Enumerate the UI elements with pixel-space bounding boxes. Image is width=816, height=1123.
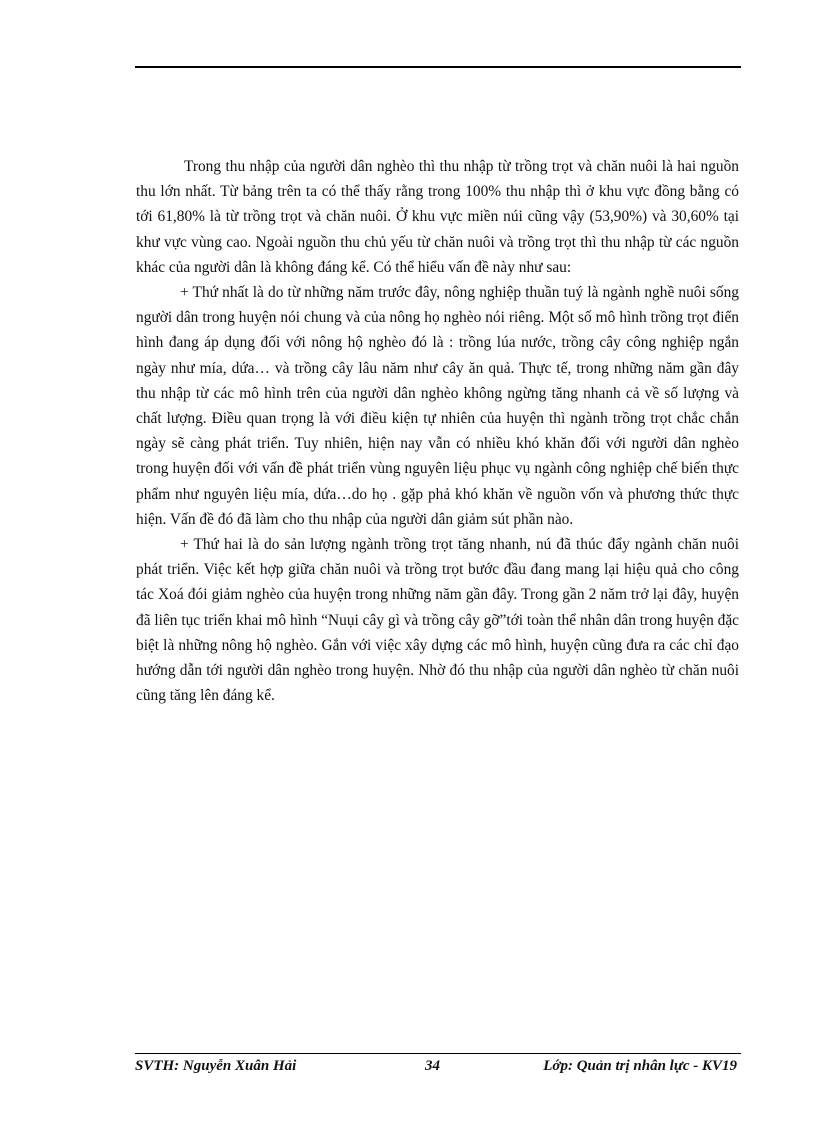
footer-page-number: 34 xyxy=(425,1058,440,1074)
footer-rule xyxy=(135,1053,741,1054)
footer-student-name: SVTH: Nguyễn Xuân Hải xyxy=(135,1058,297,1074)
paragraph-first-reason: + Thứ nhất là do từ những năm trước đây, nông nghiệp thuần tuý là ngành nghề nuôi sống người dân trong huyện nói chung và của nông họ nghèo nói riêng. Một số mô hình trồng trọt điển hình đang áp dụng đối với nông hộ nghèo đó là : trồng lúa nước, trồng cây công nghiệp ngắn ngày như mía, dứa… và trồng cây lâu năm như cây ăn quả. Thực tế, trong những năm gần đây thu nhập từ các mô hình trên của người dân nghèo không ngừng tăng nhanh cả về số lượng và chất lượng. Điều quan trọng là với điều kiện tự nhiên của huyện thì ngành trồng trọt chắc chắn ngày sẽ càng phát triển. Tuy nhiên, hiện nay vẫn có nhiều khó khăn đối với người dân nghèo trong huyện đối với vấn đề phát triển vùng nguyên liệu phục vụ ngành công nghiệp chế biến thực phẩm như nguyên liệu mía, dứa…do họ . gặp phả khó khăn về nguồn vốn và phương thức thực hiện. Vấn đề đó đã làm cho thu nhập của người dân giảm sút phần nào. xyxy=(136,284,739,528)
paragraph-income-overview: Trong thu nhập của người dân nghèo thì thu nhập từ trồng trọt và chăn nuôi là hai nguồn thu lớn nhất. Từ bảng trên ta có thể thấy rằng trong 100% thu nhập thì ở khu vực đồng bằng có tới 61,80% là từ trồng trọt và chăn nuôi. Ở khu vực miền núi cũng vậy (53,90%) và 30,60% tại khư vực vùng cao. Ngoài nguồn thu chủ yếu từ chăn nuôi và trồng trọt thì thu nhập từ các nguồn khác của người dân là không đáng kể. Có thể hiểu vấn đề này như sau: xyxy=(136,158,739,276)
header-rule xyxy=(135,66,741,68)
page-footer xyxy=(135,1058,741,1080)
footer-class-name: Lớp: Quản trị nhân lực - KV19 xyxy=(543,1058,737,1074)
paragraph-second-reason: + Thứ hai là do sản lượng ngành trồng trọt tăng nhanh, nú đã thúc đẩy ngành chăn nuôi phát triển. Việc kết hợp giữa chăn nuôi và trồng trọt bước đầu đang mang lại hiệu quả cho công tác Xoá đói giảm nghèo của huyện trong những năm gần đây. Trong gần 2 năm trở lại đây, huyện đã liên tục triển khai mô hình “Nuụi cây gì và trồng cây gỡ”tới toàn thể nhân dân trong huyện đặc biệt là những nông hộ nghèo. Gắn với việc xây dựng các mô hình, huyện cũng đưa ra các chỉ đạo hướng dẫn tới người dân nghèo trong huyện. Nhờ đó thu nhập của người dân nghèo từ chăn nuôi cũng tăng lên đáng kể. xyxy=(136,536,739,705)
body-text xyxy=(136,154,739,708)
